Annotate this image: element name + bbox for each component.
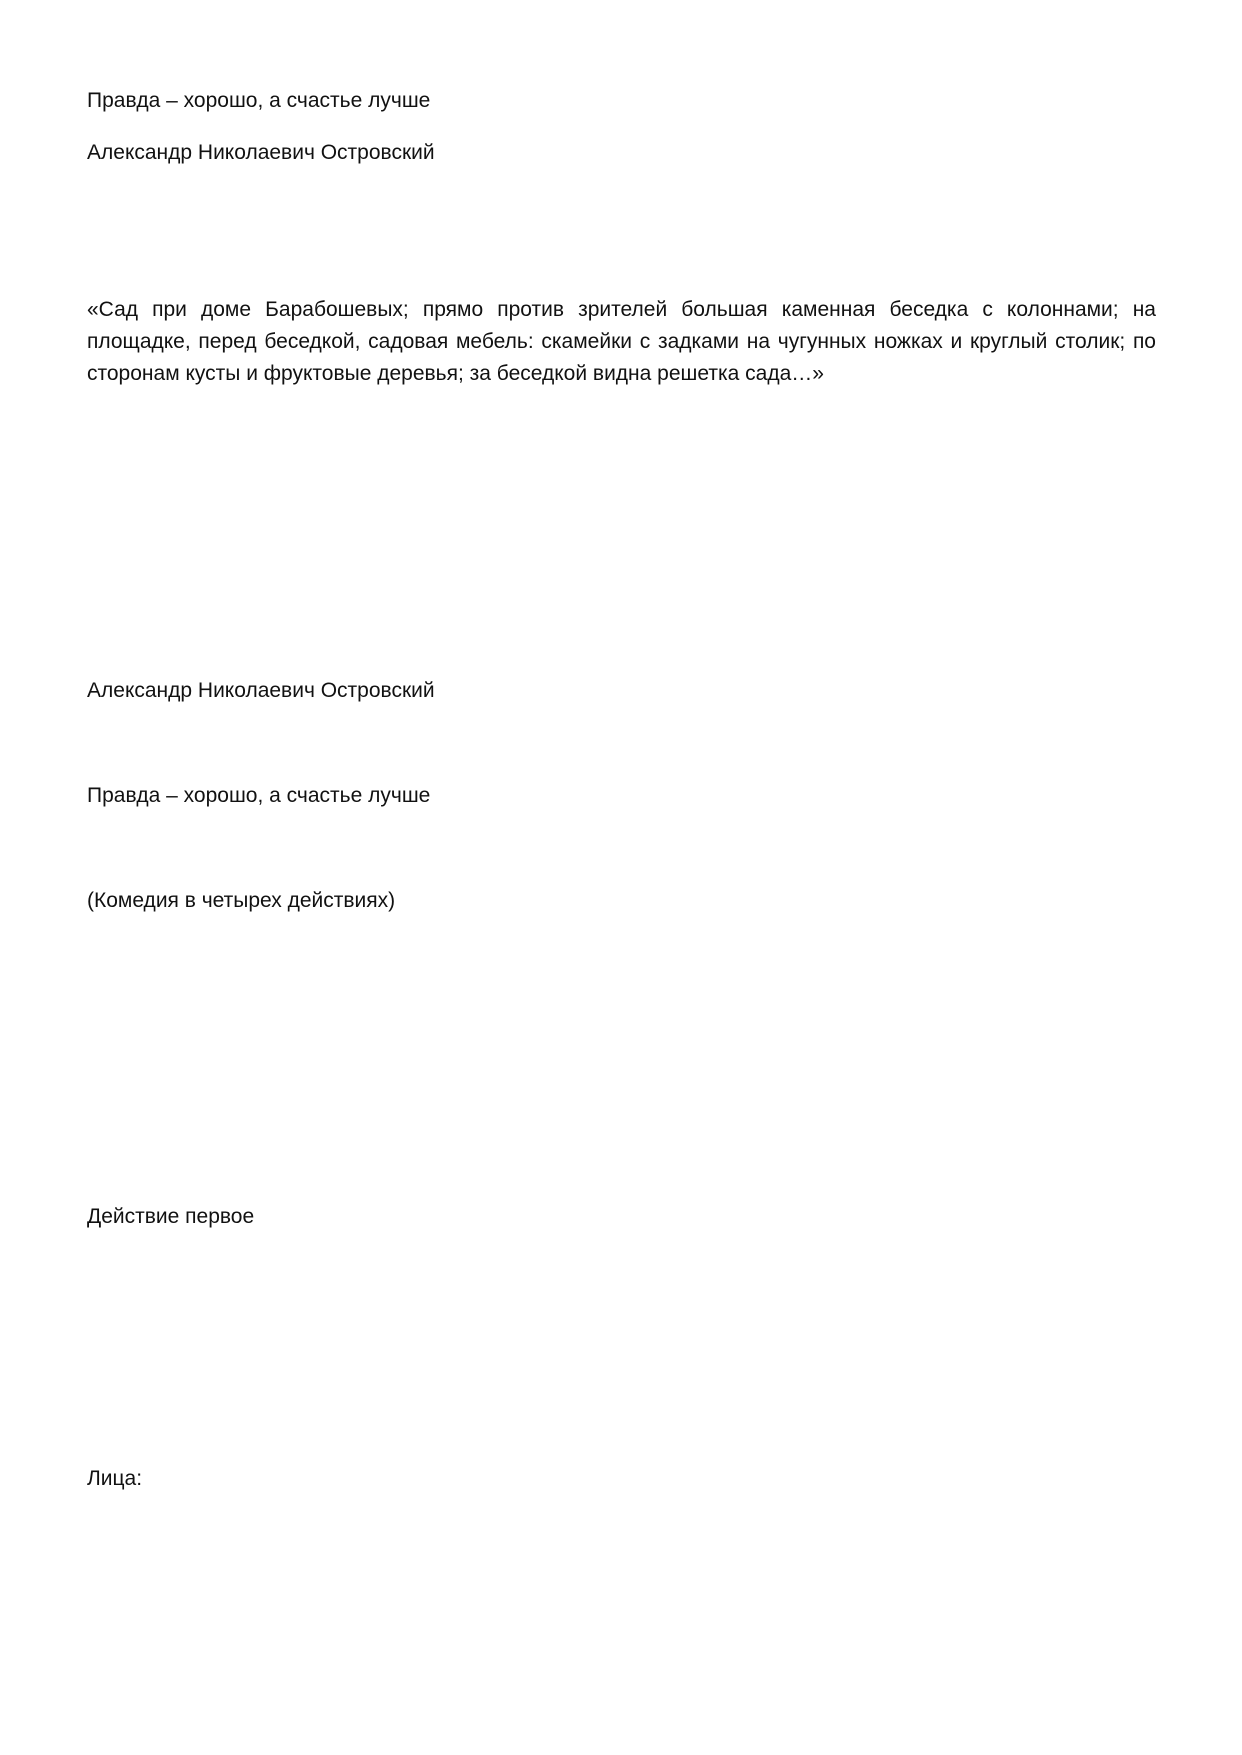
author-name: Александр Николаевич Островский: [87, 679, 435, 702]
persons-heading: Лица:: [87, 1467, 143, 1490]
header-title: Правда – хорошо, а счастье лучше: [87, 89, 431, 112]
epigraph-paragraph: «Сад при доме Барабошевых; прямо против зрителей большая каменная беседка с колоннами; на площадке, перед беседкой, садовая мебель: скамейки с задками на чугунных ножках и круглый столик; по сторонам кусты и фруктовые деревья; за беседкой видна решетка сада…»: [87, 298, 1156, 385]
header-author: Александр Николаевич Островский: [87, 141, 435, 164]
act-heading: Действие первое: [87, 1205, 255, 1228]
play-title: Правда – хорошо, а счастье лучше: [87, 784, 431, 807]
play-subtitle: (Комедия в четырех действиях): [87, 889, 396, 912]
